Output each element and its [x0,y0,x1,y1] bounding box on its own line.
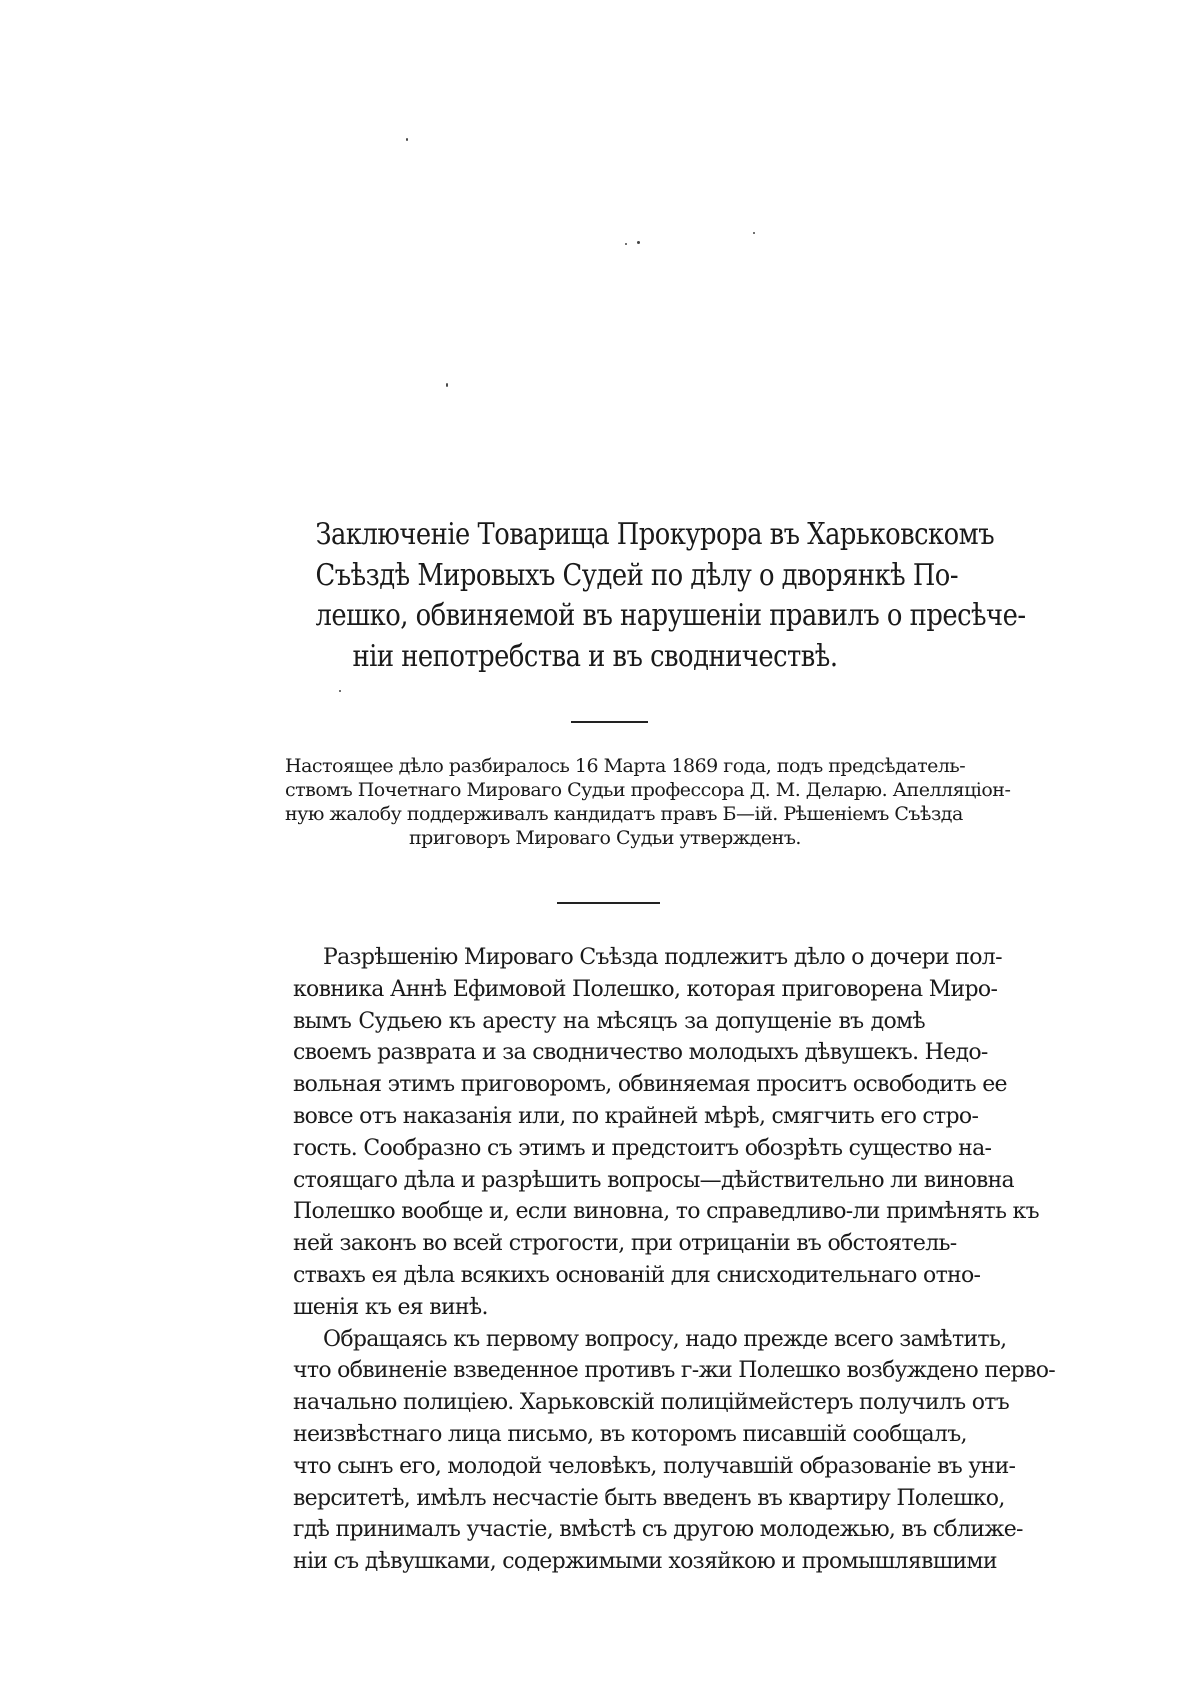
intro-note [285,754,1011,850]
intro-line: Настоящее дѣло разбиралось 16 Марта 1869 года, подъ предсѣдатель- [285,755,966,777]
body-line: Полешко вообще и, если виновна, то справедливо-ли примѣнять къ [293,1199,1039,1225]
body-line: ствахъ ея дѣла всякихъ основанiй для снисходительнаго отно- [293,1262,981,1288]
body-text [293,942,1056,1578]
body-line: Обращаясь къ первому вопросу, надо прежде всего замѣтить, [323,1326,1007,1352]
body-line: своемъ разврата и за сводничество молодыхъ дѣвушекъ. Недо- [293,1040,988,1066]
body-line: гость. Сообразно съ этимъ и предстоитъ обозрѣть существо на- [293,1135,992,1161]
separator-rule [571,721,648,723]
body-line: начально полицiею. Харьковскiй полицiймейстеръ получилъ отъ [293,1390,1010,1416]
title-line: Заключенiе Товарища Прокурора въ Харьковскомъ [315,517,995,552]
body-line: верситетѣ, имѣлъ несчастiе быть введенъ въ квартиру Полешко, [293,1485,1005,1511]
body-line: шенiя къ ея винѣ. [293,1294,488,1320]
speck [406,138,408,141]
body-line: стоящаго дѣла и разрѣшить вопросы—дѣйствительно ли виновна [293,1167,1014,1193]
speck [753,232,755,234]
body-line: ковника Аннѣ Ефимовой Полешко, которая приговорена Миро- [293,976,998,1002]
body-line: гдѣ принималъ участiе, вмѣстѣ съ другою молодежью, въ сближе- [293,1517,1023,1543]
body-line: что сынъ его, молодой человѣкъ, получавшiй образованiе въ уни- [293,1453,1016,1479]
separator-rule [557,902,660,904]
title-line: лешко, обвиняемой въ нарушенiи правилъ о пресѣче- [315,598,1026,633]
body-line: ней законъ во всей строгости, при отрицанiи въ обстоятель- [293,1231,957,1257]
body-line: неизвѣстнаго лица письмо, въ которомъ писавшiй сообщалъ, [293,1421,967,1447]
intro-line: ствомъ Почетнаго Мироваго Судьи профессора Д. М. Деларю. Апелляцiон- [285,779,1011,801]
title-line: нiи непотребства и въ сводничествѣ. [352,638,838,674]
body-line: Разрѣшенiю Мироваго Съѣзда подлежитъ дѣло о дочери пол- [323,945,1002,970]
title-line: Съѣздѣ Мировыхъ Судей по дѣлу о дворянкѣ По- [315,557,959,593]
intro-line: ную жалобу поддерживалъ кандидатъ правъ Б—iй. Рѣшенiемъ Съѣзда [285,803,963,825]
body-line: вымъ Судьею къ аресту на мѣсяцъ за допущенiе въ домѣ [293,1008,925,1034]
speck [446,383,448,387]
intro-line: приговоръ Мироваго Судьи утвержденъ. [409,827,801,849]
body-line: что обвиненiе взведенное противъ г-жи Полешко возбуждено перво- [293,1358,1056,1384]
speck [625,243,627,245]
document-title [315,515,1026,677]
body-line: вольная этимъ приговоромъ, обвиняемая проситъ освободить ее [293,1072,1007,1098]
speck [339,690,341,692]
body-line: нiи съ дѣвушками, содержимыми хозяйкою и промышлявшими [293,1549,997,1575]
speck [637,241,640,244]
body-line: вовсе отъ наказанiя или, по крайней мѣрѣ, смягчить его стро- [293,1103,979,1129]
